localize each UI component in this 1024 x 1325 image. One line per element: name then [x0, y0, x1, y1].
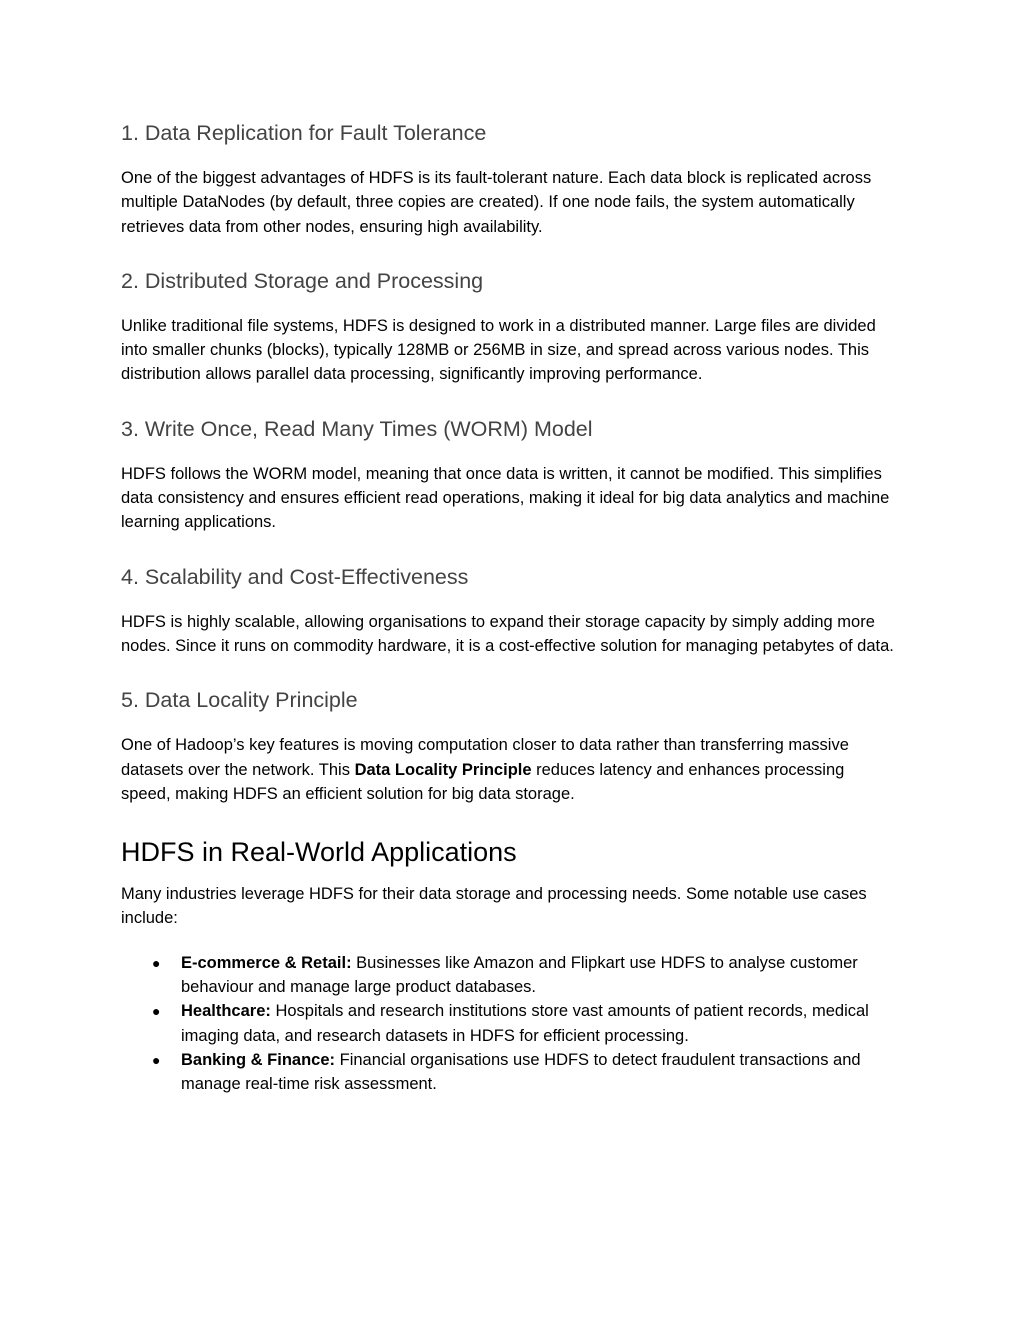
- section-heading-data-locality: 5. Data Locality Principle: [121, 688, 358, 713]
- section-heading-data-replication: 1. Data Replication for Fault Tolerance: [121, 121, 487, 145]
- section-text-worm-model: HDFS follows the WORM model, meaning that once data is written, it cannot be modified. This simplifies data consistency and ensures efficient read operations, making it ideal for big data analytics and machine learning applications.: [121, 464, 890, 532]
- applications-list: [121, 951, 896, 1097]
- list-item-text: Financial organisations use HDFS to detect fraudulent transactions and manage real-time risk assessment.: [181, 1050, 861, 1094]
- list-item-banking: [121, 1048, 896, 1097]
- section-text-scalability: HDFS is highly scalable, allowing organisations to expand their storage capacity by simply adding more nodes. Since it runs on commodity hardware, it is a cost-effective solution for managing petabytes of data.: [121, 612, 894, 655]
- section-heading-distributed-storage: 2. Distributed Storage and Processing: [121, 268, 484, 293]
- bullet-icon: ●: [152, 954, 161, 971]
- section-heading-worm-model: 3. Write Once, Read Many Times (WORM) Model: [121, 416, 593, 441]
- section-text-distributed-storage: Unlike traditional file systems, HDFS is designed to work in a distributed manner. Large files are divided into smaller chunks (blocks), typically 128MB or 256MB in size, and spread across various nodes. This distribution allows parallel data processing, significantly improving performance.: [121, 316, 876, 384]
- list-item-ecommerce: [121, 951, 896, 1000]
- list-item-text: Businesses like Amazon and Flipkart use HDFS to analyse customer behaviour and manage large product databases.: [181, 953, 858, 997]
- bullet-icon: ●: [152, 1003, 161, 1020]
- list-item-healthcare: [121, 999, 896, 1048]
- list-item-label: Banking & Finance:: [181, 1050, 336, 1069]
- section-heading-scalability: 4. Scalability and Cost-Effectiveness: [121, 564, 469, 589]
- section-text-data-replication: One of the biggest advantages of HDFS is its fault-tolerant nature. Each data block is replicated across multiple DataNodes (by default, three copies are created). If one node fails, the system automatically retrieves data from other nodes, ensuring high availability.: [121, 169, 872, 236]
- section-text-data-locality: [121, 733, 896, 806]
- list-item-label: Healthcare:: [181, 1002, 271, 1021]
- applications-heading: HDFS in Real-World Applications: [121, 837, 517, 868]
- list-item-label: E-commerce & Retail:: [181, 953, 352, 972]
- applications-intro: Many industries leverage HDFS for their data storage and processing needs. Some notable use cases include:: [121, 885, 867, 928]
- data-locality-bold-term: Data Locality Principle: [354, 760, 532, 779]
- data-locality-text-after: reduces latency and enhances processing speed, making HDFS an efficient solution for big data storage.: [121, 760, 845, 803]
- bullet-icon: ●: [152, 1051, 161, 1068]
- list-item-text: Hospitals and research institutions store vast amounts of patient records, medical imaging data, and research datasets in HDFS for efficient processing.: [181, 1002, 869, 1045]
- document-page: [121, 118, 896, 1097]
- data-locality-text-before: One of Hadoop’s key features is moving computation closer to data rather than transferring massive datasets over the network. This: [121, 736, 849, 779]
